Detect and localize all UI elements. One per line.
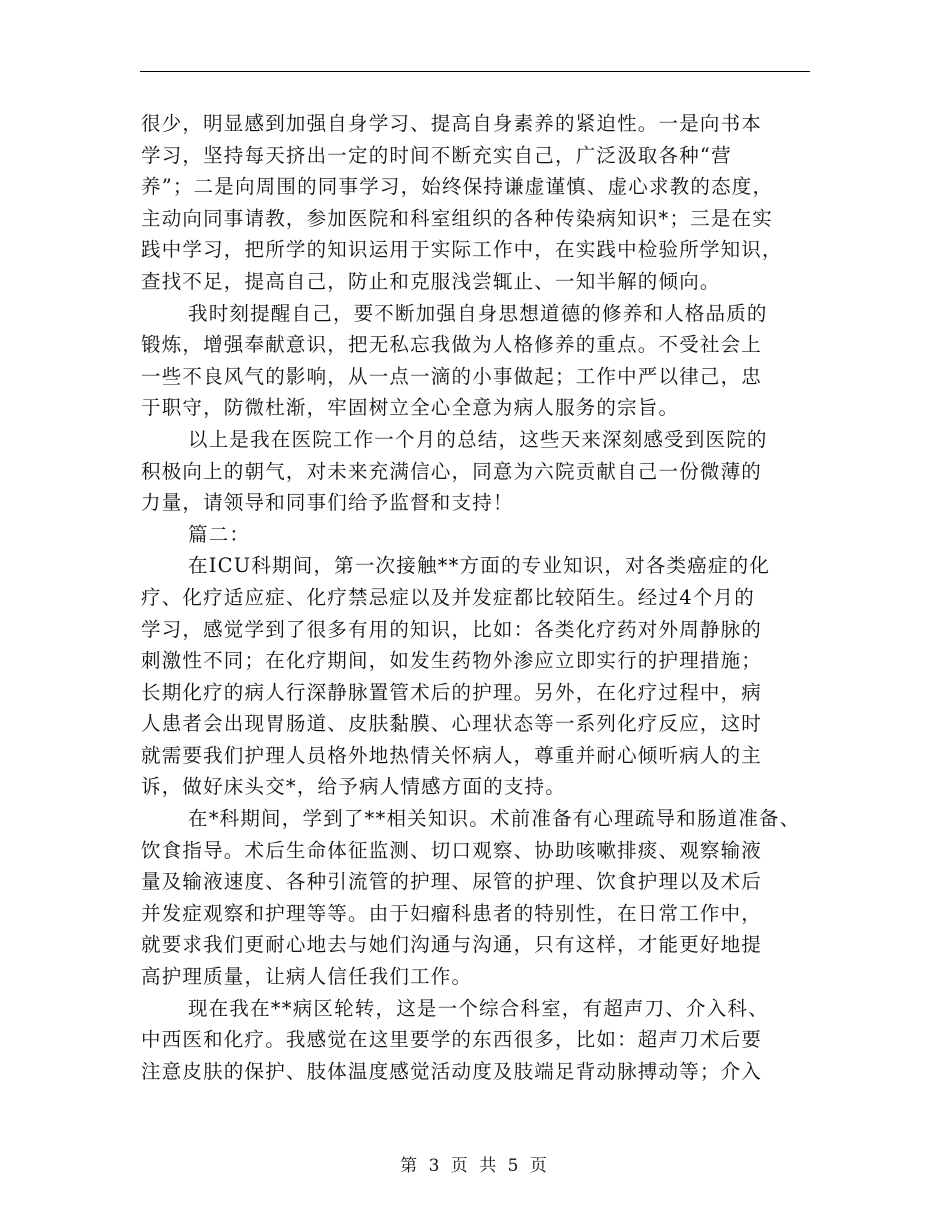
text-line: 以上是我在医院工作一个月的总结，这些天来深刻感受到医院的 [188,427,768,451]
text-line: 量及输液速度、各种引流管的护理、尿管的护理、饮食护理以及术后 [141,870,763,894]
text-line: 我时刻提醒自己，要不断加强自身思想道德的修养和人格品质的 [188,301,768,325]
document-body [141,108,831,1087]
text-line: 于职守，防微杜渐，牢固树立全心全意为病人服务的宗旨。 [141,396,680,420]
text-line: 积极向上的朝气，对未来充满信心，同意为六院贡献自己一份微薄的 [141,459,763,483]
paragraph [141,424,831,519]
text-line: 学习，坚持每天挤出一定的时间不断充实自己，广泛汲取各种“营 [141,143,732,167]
text-line: 篇二： [188,522,251,546]
paragraph [141,993,831,1088]
paragraph [141,519,831,551]
text-line: 并发症观察和护理等等。由于妇瘤科患者的特别性，在日常工作中， [141,901,763,925]
text-line: 很少，明显感到加强自身学习、提高自身素养的紧迫性。一是向书本 [141,112,763,135]
text-line: 在ICU科期间，第一次接触**方面的专业知识，对各类癌症的化 [188,554,771,578]
text-line: 饮食指导。术后生命体征监测、切口观察、协助咳嗽排痰、观察输液 [141,838,763,862]
paragraph [141,108,831,298]
text-line: 人患者会出现胃肠道、皮肤黏膜、心理状态等一系列化疗反应，这时 [141,712,763,736]
text-line: 刺激性不同；在化疗期间，如发生药物外渗应立即实行的护理措施； [141,649,763,673]
text-line: 践中学习，把所学的知识运用于实际工作中，在实践中检验所学知识， [141,238,783,262]
text-line: 就需要我们护理人员格外地热情关怀病人，尊重并耐心倾听病人的主 [141,743,763,767]
paragraph [141,803,831,993]
text-line: 一些不良风气的影响，从一点一滴的小事做起；工作中严以律己，忠 [141,364,763,388]
text-line: 中西医和化疗。我感觉在这里要学的东西很多，比如：超声刀术后要 [141,1028,763,1052]
page-number-label: 第 3 页 共 5 页 [400,1156,550,1176]
paragraph [141,550,831,803]
text-line: 主动向同事请教，参加医院和科室组织的各种传染病知识*；三是在实 [141,206,773,230]
text-line: 查找不足，提高自己，防止和克服浅尝辄止、一知半解的倾向。 [141,269,721,293]
text-line: 高护理质量，让病人信任我们工作。 [141,965,473,989]
header-rule [140,71,810,72]
text-line: 养”；二是向周围的同事学习，始终保持谦虚谨慎、虚心求教的态度， [141,175,774,199]
text-line: 诉，做好床头交*，给予病人情感方面的支持。 [141,775,566,799]
paragraph [141,298,831,424]
page-footer [0,1151,950,1176]
text-line: 锻炼，增强奉献意识，把无私忘我做为人格修养的重点。不受社会上 [141,333,763,357]
text-line: 力量，请领导和同事们给予监督和支持！ [141,491,514,515]
text-line: 长期化疗的病人行深静脉置管术后的护理。另外，在化疗过程中，病 [141,680,763,704]
text-line: 就要求我们更耐心地去与她们沟通与沟通，只有这样，才能更好地提 [141,933,763,957]
text-line: 学习，感觉学到了很多有用的知识，比如：各类化疗药对外周静脉的 [141,617,763,641]
text-line: 疗、化疗适应症、化疗禁忌症以及并发症都比较陌生。经过4个月的 [141,585,755,609]
text-line: 现在我在**病区轮转，这是一个综合科室，有超声刀、介入科、 [188,996,769,1020]
text-line: 注意皮肤的保护、肢体温度感觉活动度及肢端足背动脉搏动等；介入 [141,1059,763,1083]
text-line: 在*科期间，学到了**相关知识。术前准备有心理疏导和肠道准备、 [188,807,801,831]
